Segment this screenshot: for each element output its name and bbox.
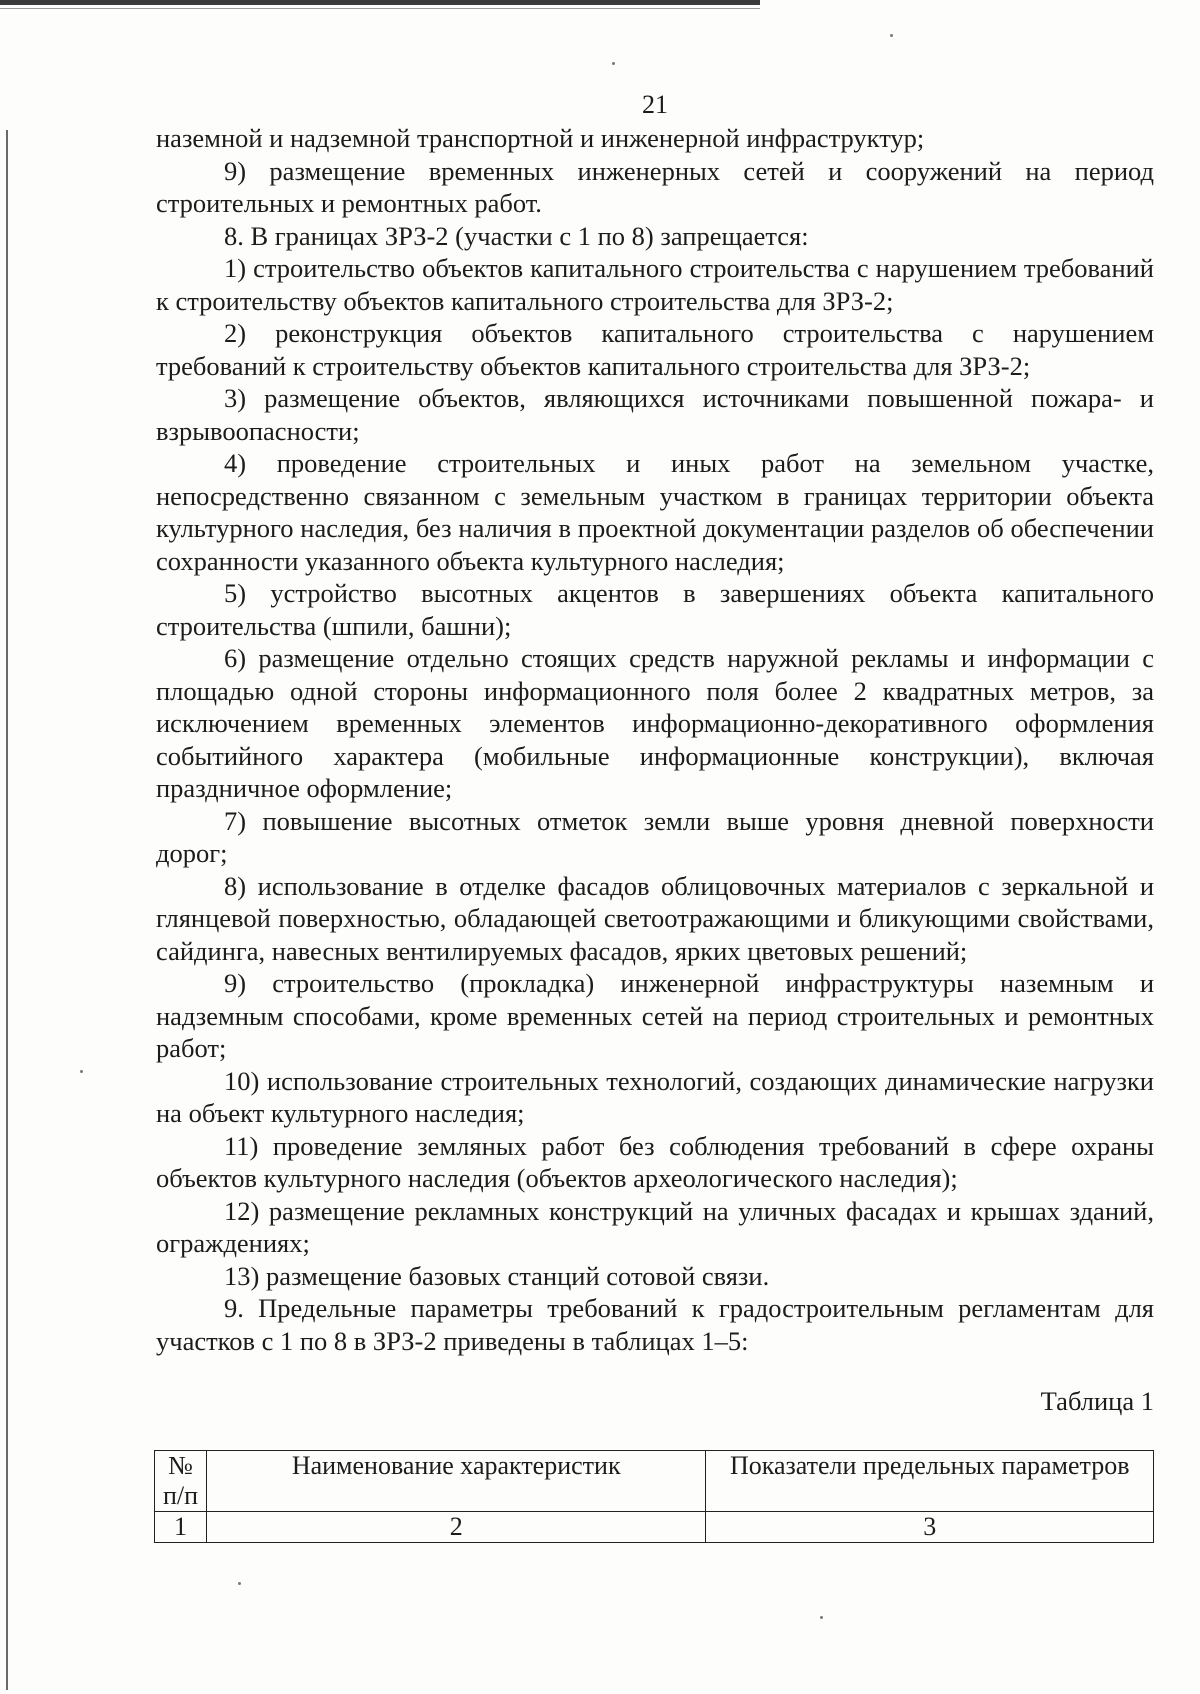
list-item: 5) устройство высотных акцентов в завершениях объекта капитального строительства (шпили, башни); (156, 578, 1154, 641)
column-header-parameters: Показатели предельных параметров (706, 1451, 1154, 1512)
table-cell: 2 (206, 1512, 705, 1543)
list-item: 11) проведение земляных работ без соблюдения требований в сфере охраны объектов культурного наследия (объектов археологического наследия); (156, 1130, 1154, 1193)
scan-speck (80, 1070, 83, 1073)
paragraph: наземной и надземной транспортной и инженерной инфраструктур; (156, 123, 925, 153)
scan-left-edge-line (6, 130, 8, 1690)
scan-top-border-thin (0, 8, 760, 9)
section-heading: 9. Предельные параметры требований к градостроительным регламентам для участков с 1 по 8 в ЗРЗ-2 приведены в таблицах 1–5: (156, 1293, 1154, 1356)
list-item: 6) размещение отдельно стоящих средств наружной рекламы и информации с площадью одной стороны информационного поля более 2 квадратных метров, за исключением временных элементов информационно-декоративного оформления событийного характера (мобильные информационные конструкции), включая праздничное оформление; (156, 643, 1154, 803)
scan-speck (820, 1616, 823, 1619)
table-header-row (155, 1451, 1154, 1512)
list-item: 12) размещение рекламных конструкций на уличных фасадах и крышах зданий, ограждениях; (156, 1195, 1154, 1258)
parameters-table (154, 1450, 1154, 1543)
document-body (156, 122, 1154, 1357)
list-item: 3) размещение объектов, являющихся источниками повышенной пожара- и взрывоопасности; (156, 383, 1154, 446)
table-cell: 3 (706, 1512, 1154, 1543)
list-item: 13) размещение базовых станций сотовой связи. (224, 1260, 770, 1291)
list-item: 9) строительство (прокладка) инженерной инфраструктуры наземным и надземным способами, кроме временных сетей на период строительных и ремонтных работ; (156, 968, 1154, 1063)
scan-speck (612, 62, 615, 65)
page-number: 21 (642, 90, 668, 119)
list-item: 2) реконструкция объектов капитального строительства с нарушением требований к строительству объектов капитального строительства для ЗРЗ-2; (156, 318, 1154, 381)
column-header-characteristic: Наименование характеристик (206, 1451, 705, 1512)
list-item: 1) строительство объектов капитального строительства с нарушением требований к строительству объектов капитального строительства для ЗРЗ-2; (156, 253, 1154, 316)
list-item: 4) проведение строительных и иных работ на земельном участке, непосредственно связанном с земельным участком в границах территории объекта культурного наследия, без наличия в проектной документации разделов об обеспечении сохранности указанного объекта культурного наследия; (156, 448, 1154, 576)
table-cell: 1 (155, 1512, 207, 1543)
scan-speck (890, 34, 893, 37)
scan-top-border (0, 0, 760, 5)
paragraph: 9) размещение временных инженерных сетей и сооружений на период строительных и ремонтных работ. (156, 155, 1154, 218)
table-row (155, 1512, 1154, 1543)
table-caption: Таблица 1 (1040, 1386, 1154, 1416)
column-header-number: № п/п (155, 1451, 207, 1512)
list-item: 8) использование в отделке фасадов облицовочных материалов с зеркальной и глянцевой поверхностью, обладающей светоотражающими и бликующими свойствами, сайдинга, навесных вентилируемых фасадов, ярких цветовых решений; (156, 870, 1154, 966)
list-item: 10) использование строительных технологий, создающих динамические нагрузки на объект культурного наследия; (156, 1065, 1154, 1128)
scan-speck (238, 1582, 241, 1585)
list-item: 7) повышение высотных отметок земли выше уровня дневной поверхности дорог; (156, 805, 1154, 868)
section-heading: 8. В границах ЗРЗ-2 (участки с 1 по 8) запрещается: (224, 220, 809, 251)
